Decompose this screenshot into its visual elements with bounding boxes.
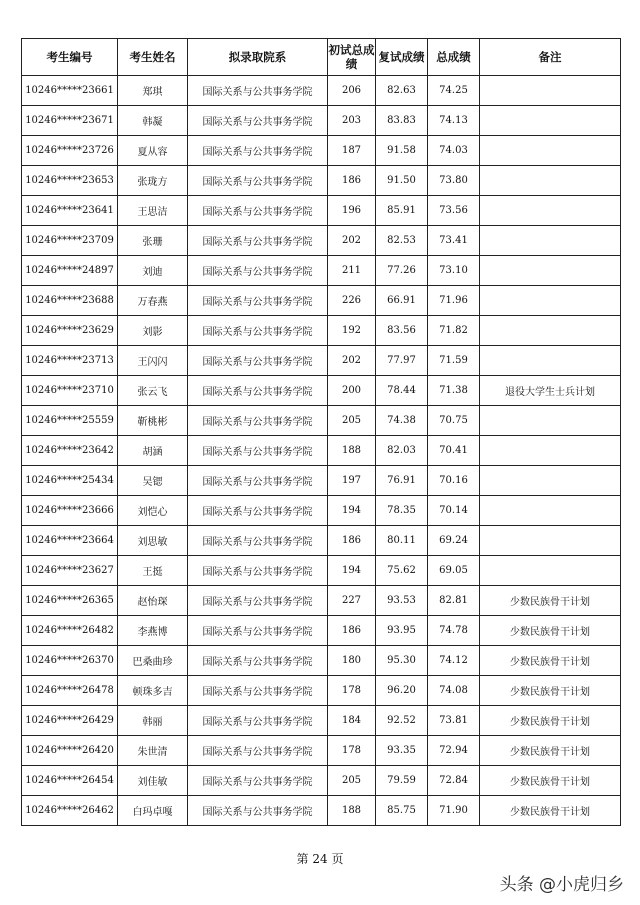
cell-total-score: 72.94 (428, 736, 480, 766)
table-row (22, 616, 621, 646)
cell-initial-score: 192 (328, 316, 376, 346)
header-candidate-name: 考生姓名 (118, 39, 188, 76)
cell-department: 国际关系与公共事务学院 (188, 436, 328, 466)
cell-initial-score: 186 (328, 616, 376, 646)
watermark: 头条 @小虎归乡 (499, 875, 624, 895)
cell-total-score: 72.84 (428, 766, 480, 796)
cell-candidate-name: 刘恺心 (118, 496, 188, 526)
cell-candidate-id: 10246*****23642 (22, 436, 118, 466)
cell-remarks: 少数民族骨干计划 (480, 646, 621, 676)
cell-candidate-id: 10246*****23661 (22, 76, 118, 106)
table-header-row (22, 39, 621, 76)
cell-candidate-name: 刘思敏 (118, 526, 188, 556)
table-row (22, 286, 621, 316)
cell-candidate-name: 巴桑曲珍 (118, 646, 188, 676)
cell-remarks (480, 136, 621, 166)
cell-initial-score: 196 (328, 196, 376, 226)
header-initial-score: 初试总成绩 (328, 39, 376, 76)
cell-initial-score: 188 (328, 436, 376, 466)
cell-candidate-name: 王闪闪 (118, 346, 188, 376)
cell-retest-score: 96.20 (376, 676, 428, 706)
cell-candidate-name: 韩凝 (118, 106, 188, 136)
cell-candidate-name: 胡涵 (118, 436, 188, 466)
table-row (22, 226, 621, 256)
cell-retest-score: 83.56 (376, 316, 428, 346)
cell-candidate-id: 10246*****23627 (22, 556, 118, 586)
cell-candidate-id: 10246*****23713 (22, 346, 118, 376)
cell-initial-score: 203 (328, 106, 376, 136)
cell-initial-score: 186 (328, 526, 376, 556)
table-row (22, 76, 621, 106)
cell-retest-score: 95.30 (376, 646, 428, 676)
cell-retest-score: 76.91 (376, 466, 428, 496)
table-row (22, 196, 621, 226)
cell-remarks: 少数民族骨干计划 (480, 706, 621, 736)
cell-department: 国际关系与公共事务学院 (188, 376, 328, 406)
cell-candidate-id: 10246*****23641 (22, 196, 118, 226)
cell-department: 国际关系与公共事务学院 (188, 346, 328, 376)
cell-department: 国际关系与公共事务学院 (188, 586, 328, 616)
cell-initial-score: 211 (328, 256, 376, 286)
table-row (22, 496, 621, 526)
cell-department: 国际关系与公共事务学院 (188, 466, 328, 496)
table-row (22, 526, 621, 556)
cell-initial-score: 194 (328, 556, 376, 586)
cell-candidate-id: 10246*****23671 (22, 106, 118, 136)
cell-candidate-id: 10246*****26454 (22, 766, 118, 796)
cell-total-score: 73.81 (428, 706, 480, 736)
cell-initial-score: 200 (328, 376, 376, 406)
table-row (22, 466, 621, 496)
cell-department: 国际关系与公共事务学院 (188, 676, 328, 706)
cell-remarks: 少数民族骨干计划 (480, 736, 621, 766)
cell-department: 国际关系与公共事务学院 (188, 556, 328, 586)
cell-remarks (480, 106, 621, 136)
header-retest-score: 复试成绩 (376, 39, 428, 76)
cell-remarks: 少数民族骨干计划 (480, 616, 621, 646)
cell-candidate-id: 10246*****26365 (22, 586, 118, 616)
table-row (22, 706, 621, 736)
cell-total-score: 71.82 (428, 316, 480, 346)
cell-candidate-name: 赵怡琛 (118, 586, 188, 616)
cell-total-score: 70.14 (428, 496, 480, 526)
cell-remarks (480, 166, 621, 196)
cell-candidate-id: 10246*****23709 (22, 226, 118, 256)
cell-retest-score: 85.91 (376, 196, 428, 226)
table-row (22, 436, 621, 466)
cell-remarks (480, 256, 621, 286)
cell-department: 国际关系与公共事务学院 (188, 796, 328, 826)
cell-retest-score: 91.50 (376, 166, 428, 196)
cell-department: 国际关系与公共事务学院 (188, 706, 328, 736)
cell-remarks: 少数民族骨干计划 (480, 766, 621, 796)
page-number: 第 24 页 (296, 852, 344, 866)
cell-candidate-name: 张珑方 (118, 166, 188, 196)
cell-initial-score: 202 (328, 346, 376, 376)
cell-candidate-name: 刘佳敏 (118, 766, 188, 796)
cell-retest-score: 77.97 (376, 346, 428, 376)
table-row (22, 556, 621, 586)
cell-remarks (480, 406, 621, 436)
cell-initial-score: 226 (328, 286, 376, 316)
cell-initial-score: 205 (328, 406, 376, 436)
cell-retest-score: 82.63 (376, 76, 428, 106)
cell-department: 国际关系与公共事务学院 (188, 196, 328, 226)
table-row (22, 256, 621, 286)
cell-candidate-id: 10246*****23664 (22, 526, 118, 556)
cell-department: 国际关系与公共事务学院 (188, 286, 328, 316)
cell-initial-score: 227 (328, 586, 376, 616)
table-row (22, 406, 621, 436)
cell-department: 国际关系与公共事务学院 (188, 496, 328, 526)
cell-department: 国际关系与公共事务学院 (188, 646, 328, 676)
cell-remarks (480, 346, 621, 376)
cell-initial-score: 178 (328, 676, 376, 706)
cell-retest-score: 83.83 (376, 106, 428, 136)
cell-initial-score: 206 (328, 76, 376, 106)
table-row (22, 166, 621, 196)
cell-total-score: 71.59 (428, 346, 480, 376)
cell-candidate-name: 顿珠多吉 (118, 676, 188, 706)
cell-remarks (480, 196, 621, 226)
cell-initial-score: 205 (328, 766, 376, 796)
cell-candidate-id: 10246*****26370 (22, 646, 118, 676)
cell-department: 国际关系与公共事务学院 (188, 166, 328, 196)
cell-remarks (480, 556, 621, 586)
cell-retest-score: 82.03 (376, 436, 428, 466)
cell-total-score: 74.03 (428, 136, 480, 166)
cell-initial-score: 202 (328, 226, 376, 256)
cell-candidate-id: 10246*****23629 (22, 316, 118, 346)
cell-initial-score: 194 (328, 496, 376, 526)
cell-total-score: 69.05 (428, 556, 480, 586)
cell-total-score: 71.90 (428, 796, 480, 826)
cell-department: 国际关系与公共事务学院 (188, 616, 328, 646)
cell-candidate-id: 10246*****25559 (22, 406, 118, 436)
cell-retest-score: 74.38 (376, 406, 428, 436)
cell-candidate-id: 10246*****26482 (22, 616, 118, 646)
cell-remarks: 少数民族骨干计划 (480, 676, 621, 706)
header-department: 拟录取院系 (188, 39, 328, 76)
cell-candidate-id: 10246*****23666 (22, 496, 118, 526)
cell-remarks: 退役大学生士兵计划 (480, 376, 621, 406)
cell-candidate-name: 刘影 (118, 316, 188, 346)
table-row (22, 766, 621, 796)
table-row (22, 346, 621, 376)
cell-total-score: 73.80 (428, 166, 480, 196)
cell-retest-score: 77.26 (376, 256, 428, 286)
cell-candidate-name: 王挺 (118, 556, 188, 586)
cell-initial-score: 180 (328, 646, 376, 676)
cell-department: 国际关系与公共事务学院 (188, 736, 328, 766)
cell-retest-score: 93.95 (376, 616, 428, 646)
cell-candidate-name: 刘迪 (118, 256, 188, 286)
table-row (22, 736, 621, 766)
cell-remarks (480, 76, 621, 106)
cell-remarks (480, 466, 621, 496)
cell-candidate-name: 吴锶 (118, 466, 188, 496)
header-candidate-id: 考生编号 (22, 39, 118, 76)
cell-candidate-name: 朱世清 (118, 736, 188, 766)
cell-retest-score: 91.58 (376, 136, 428, 166)
cell-retest-score: 66.91 (376, 286, 428, 316)
cell-retest-score: 78.44 (376, 376, 428, 406)
cell-candidate-name: 张云飞 (118, 376, 188, 406)
cell-initial-score: 197 (328, 466, 376, 496)
cell-total-score: 71.96 (428, 286, 480, 316)
cell-retest-score: 75.62 (376, 556, 428, 586)
cell-initial-score: 187 (328, 136, 376, 166)
cell-total-score: 74.13 (428, 106, 480, 136)
cell-candidate-id: 10246*****23688 (22, 286, 118, 316)
table-row (22, 646, 621, 676)
cell-candidate-name: 李燕博 (118, 616, 188, 646)
cell-remarks (480, 526, 621, 556)
cell-candidate-id: 10246*****26462 (22, 796, 118, 826)
cell-candidate-name: 万春燕 (118, 286, 188, 316)
cell-department: 国际关系与公共事务学院 (188, 256, 328, 286)
cell-total-score: 74.78 (428, 616, 480, 646)
cell-candidate-name: 张珊 (118, 226, 188, 256)
cell-candidate-id: 10246*****26429 (22, 706, 118, 736)
cell-total-score: 82.81 (428, 586, 480, 616)
cell-retest-score: 85.75 (376, 796, 428, 826)
cell-department: 国际关系与公共事务学院 (188, 76, 328, 106)
cell-total-score: 73.41 (428, 226, 480, 256)
cell-candidate-id: 10246*****26420 (22, 736, 118, 766)
cell-total-score: 70.41 (428, 436, 480, 466)
cell-candidate-id: 10246*****25434 (22, 466, 118, 496)
cell-total-score: 70.16 (428, 466, 480, 496)
cell-remarks (480, 436, 621, 466)
cell-retest-score: 92.52 (376, 706, 428, 736)
cell-candidate-name: 夏从容 (118, 136, 188, 166)
cell-department: 国际关系与公共事务学院 (188, 106, 328, 136)
table-row (22, 796, 621, 826)
table-row (22, 676, 621, 706)
cell-retest-score: 78.35 (376, 496, 428, 526)
cell-total-score: 73.10 (428, 256, 480, 286)
cell-retest-score: 79.59 (376, 766, 428, 796)
cell-candidate-id: 10246*****23726 (22, 136, 118, 166)
cell-candidate-name: 王思洁 (118, 196, 188, 226)
cell-initial-score: 188 (328, 796, 376, 826)
cell-candidate-name: 白玛卓嘎 (118, 796, 188, 826)
cell-candidate-name: 靳桃彬 (118, 406, 188, 436)
cell-total-score: 69.24 (428, 526, 480, 556)
header-total-score: 总成绩 (428, 39, 480, 76)
cell-department: 国际关系与公共事务学院 (188, 316, 328, 346)
cell-initial-score: 178 (328, 736, 376, 766)
cell-department: 国际关系与公共事务学院 (188, 226, 328, 256)
cell-retest-score: 93.35 (376, 736, 428, 766)
table-body (22, 76, 621, 826)
cell-remarks (480, 286, 621, 316)
header-remarks: 备注 (480, 39, 621, 76)
cell-total-score: 71.38 (428, 376, 480, 406)
cell-retest-score: 82.53 (376, 226, 428, 256)
table-row (22, 316, 621, 346)
cell-total-score: 73.56 (428, 196, 480, 226)
cell-candidate-id: 10246*****23710 (22, 376, 118, 406)
cell-total-score: 74.08 (428, 676, 480, 706)
table-row (22, 106, 621, 136)
cell-retest-score: 93.53 (376, 586, 428, 616)
table-row (22, 136, 621, 166)
cell-remarks (480, 316, 621, 346)
cell-retest-score: 80.11 (376, 526, 428, 556)
cell-total-score: 74.12 (428, 646, 480, 676)
cell-candidate-id: 10246*****24897 (22, 256, 118, 286)
cell-department: 国际关系与公共事务学院 (188, 136, 328, 166)
cell-initial-score: 186 (328, 166, 376, 196)
cell-remarks: 少数民族骨干计划 (480, 796, 621, 826)
admission-table (21, 38, 621, 826)
cell-remarks (480, 226, 621, 256)
cell-department: 国际关系与公共事务学院 (188, 766, 328, 796)
table-row (22, 376, 621, 406)
cell-candidate-name: 郑琪 (118, 76, 188, 106)
table-row (22, 586, 621, 616)
cell-candidate-id: 10246*****26478 (22, 676, 118, 706)
cell-initial-score: 184 (328, 706, 376, 736)
cell-department: 国际关系与公共事务学院 (188, 406, 328, 436)
cell-total-score: 74.25 (428, 76, 480, 106)
cell-department: 国际关系与公共事务学院 (188, 526, 328, 556)
cell-candidate-name: 韩丽 (118, 706, 188, 736)
cell-total-score: 70.75 (428, 406, 480, 436)
cell-candidate-id: 10246*****23653 (22, 166, 118, 196)
cell-remarks: 少数民族骨干计划 (480, 586, 621, 616)
cell-remarks (480, 496, 621, 526)
